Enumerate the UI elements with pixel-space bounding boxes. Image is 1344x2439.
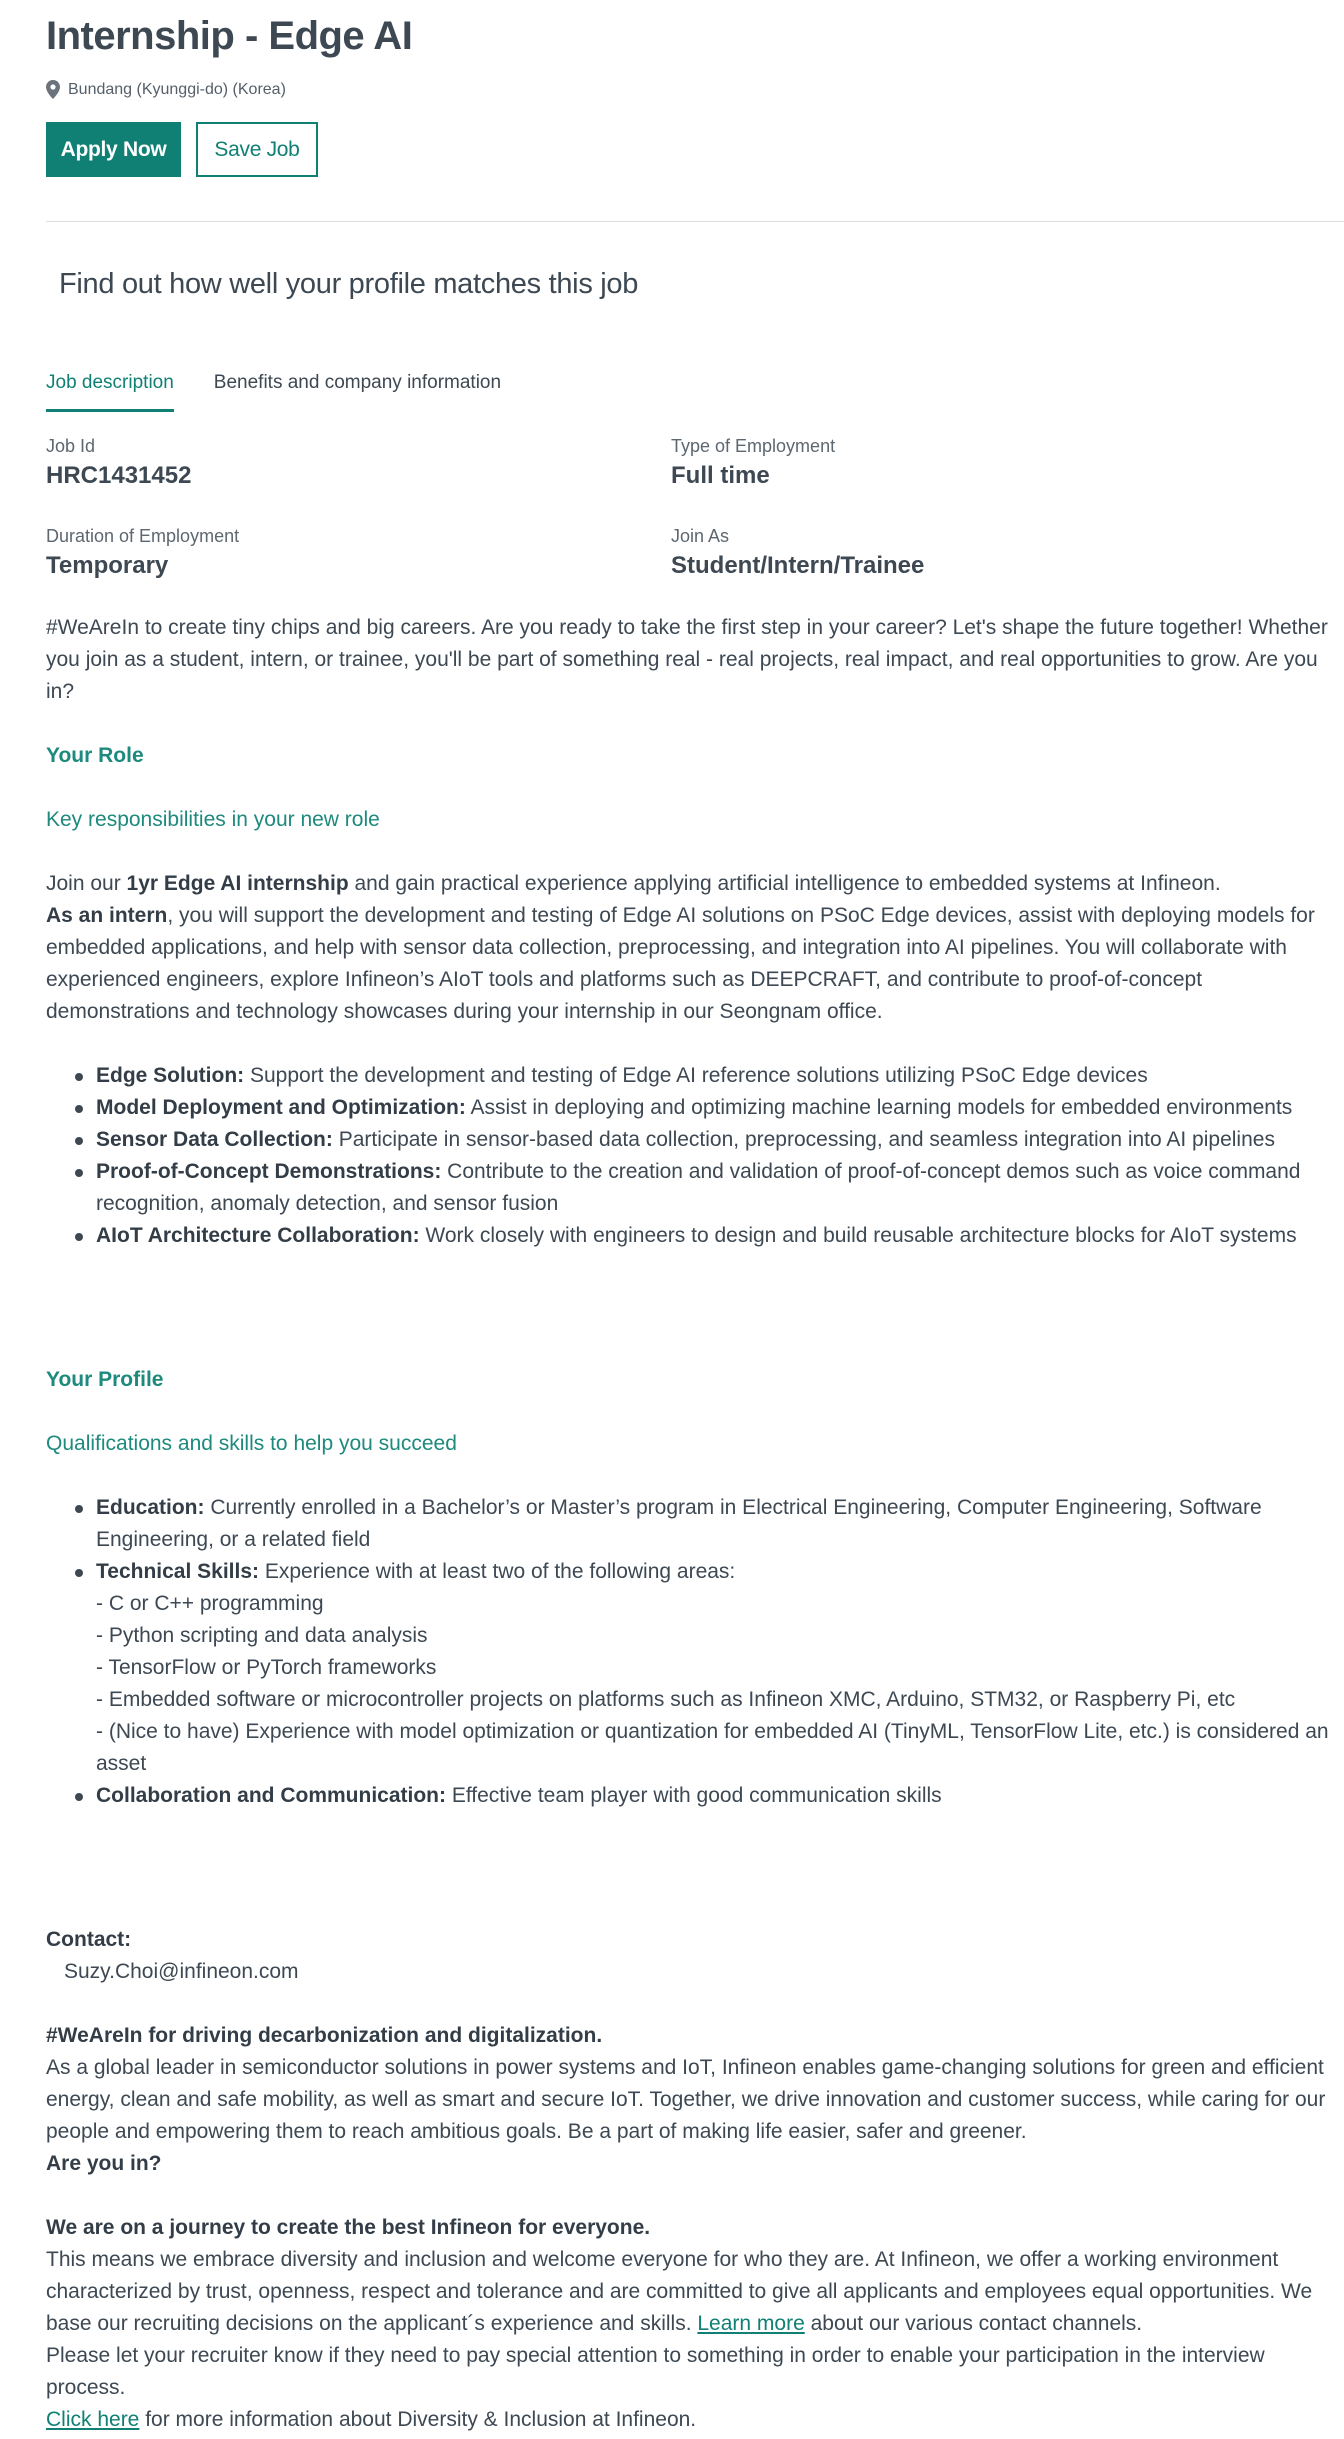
about-heading: #WeAreIn for driving decarbonization and digitalization. — [46, 2024, 603, 2047]
tab-benefits-company-info[interactable]: Benefits and company information — [213, 372, 502, 393]
fact-duration — [46, 524, 239, 582]
profile-subheading: Qualifications and skills to help you succeed — [46, 1432, 457, 1455]
recruiter-note: Please let your recruiter know if they need to pay special attention to something in order to enable your participation in the interview process. — [46, 2344, 1265, 2399]
list-item: Model Deployment and Optimization: Assist in deploying and optimizing machine learning models for embedded environments — [96, 1092, 1344, 1124]
skill-line: - C or C++ programming — [96, 1592, 324, 1615]
job-tabs — [46, 370, 501, 412]
list-item: Technical Skills: Experience with at least two of the following areas: - C or C++ programming - Python scripting and data analysis - TensorFlow or PyTorch frameworks - Embedded software or microcontroller projects on platforms such as Infineon XMC, Arduino, STM32, or Raspberry Pi, etc - (Nice to have) Experience with model optimization or quantization for embedded AI (TinyML, TensorFlow Lite, etc.) is considered an asset — [96, 1556, 1344, 1780]
contact-email: Suzy.Choi@infineon.com — [64, 1960, 299, 1983]
fact-label: Duration of Employment — [46, 526, 240, 546]
diversity-link-line: Click here for more information about Diversity & Inclusion at Infineon. — [46, 2408, 697, 2431]
fact-job-id — [46, 434, 191, 492]
fact-value: Student/Intern/Trainee — [671, 552, 925, 579]
fact-label: Join As — [671, 526, 730, 546]
diversity-paragraph: This means we embrace diversity and inclusion and welcome everyone for who they are. At Infineon, we offer a working environment characterized by trust, openness, respect and tolerance and are committed to give all applicants and employees equal opportunities. We base our recruiting decisions on the applicant´s experience and skills. Learn more about our various contact channels. — [46, 2248, 1313, 2335]
apply-now-button[interactable]: Apply Now — [46, 122, 181, 177]
list-item: Proof-of-Concept Demonstrations: Contribute to the creation and validation of proof-of-concept demos such as voice command recognition, anomaly detection, and sensor fusion — [96, 1156, 1344, 1220]
profile-heading: Your Profile — [46, 1368, 164, 1391]
skill-line: - Embedded software or microcontroller projects on platforms such as Infineon XMC, Arduino, STM32, or Raspberry Pi, etc — [96, 1688, 1236, 1711]
role-heading: Your Role — [46, 744, 144, 767]
about-paragraph: As a global leader in semiconductor solutions in power systems and IoT, Infineon enables game-changing solutions for green and efficient energy, clean and safe mobility, as well as smart and secure IoT. Together, we drive innovation and customer success, while caring for our people and empowering them to reach ambitious goals. Be a part of making life easier, safer and greener. — [46, 2056, 1326, 2143]
skill-line: - Python scripting and data analysis — [96, 1624, 428, 1647]
list-item: AIoT Architecture Collaboration: Work closely with engineers to design and build reusable architecture blocks for AIoT systems — [96, 1220, 1344, 1252]
fact-join-as — [671, 524, 924, 582]
list-item: Edge Solution: Support the development and testing of Edge AI reference solutions utilizing PSoC Edge devices — [96, 1060, 1344, 1092]
qualifications-list — [46, 1492, 1344, 1812]
role-paragraph-2: As an intern, you will support the development and testing of Edge AI solutions on PSoC Edge devices, assist with deploying models for embedded applications, and help with sensor data collection, preprocessing, and integration into AI pipelines. You will collaborate with experienced engineers, explore Infineon’s AIoT tools and platforms such as DEEPCRAFT, and contribute to proof-of-concept demonstrations and technology showcases during your internship in our Seongnam office. — [46, 904, 1315, 1023]
contact-label: Contact: — [46, 1928, 132, 1951]
about-closing: Are you in? — [46, 2152, 162, 2175]
fact-value: Full time — [671, 462, 770, 489]
click-here-link[interactable]: Click here — [46, 2408, 140, 2431]
job-location — [46, 80, 286, 99]
save-job-button[interactable]: Save Job — [196, 122, 318, 177]
list-item: Sensor Data Collection: Participate in sensor-based data collection, preprocessing, and seamless integration into AI pipelines — [96, 1124, 1344, 1156]
job-description — [46, 612, 1344, 2436]
job-title: Internship - Edge AI — [46, 14, 413, 58]
intro-paragraph: #WeAreIn to create tiny chips and big careers. Are you ready to take the first step in your career? Let's shape the future together! Whether you join as a student, intern, or trainee, you'll be part of something real - real projects, real impact, and real opportunities to grow. Are you in? — [46, 616, 1328, 703]
profile-match-heading[interactable]: Find out how well your profile matches this job — [59, 268, 639, 300]
fact-employment-type — [671, 434, 835, 492]
skill-line: - (Nice to have) Experience with model optimization or quantization for embedded AI (TinyML, TensorFlow Lite, etc.) is considered an asset — [96, 1720, 1329, 1775]
action-buttons — [46, 122, 318, 177]
skill-line: - TensorFlow or PyTorch frameworks — [96, 1656, 437, 1679]
fact-label: Job Id — [46, 436, 96, 456]
fact-value: HRC1431452 — [46, 462, 192, 489]
diversity-heading: We are on a journey to create the best Infineon for everyone. — [46, 2216, 651, 2239]
list-item: Education: Currently enrolled in a Bachelor’s or Master’s program in Electrical Engineering, Computer Engineering, Software Engineering, or a related field — [96, 1492, 1344, 1556]
list-item: Collaboration and Communication: Effective team player with good communication skills — [96, 1780, 1344, 1812]
header-divider — [46, 221, 1344, 222]
fact-label: Type of Employment — [671, 436, 836, 456]
role-subheading: Key responsibilities in your new role — [46, 808, 380, 831]
map-pin-icon — [46, 80, 60, 99]
tab-job-description[interactable]: Job description — [46, 370, 174, 412]
fact-value: Temporary — [46, 552, 169, 579]
location-text: Bundang (Kyunggi-do) (Korea) — [68, 80, 286, 98]
learn-more-link[interactable]: Learn more — [697, 2312, 805, 2335]
responsibilities-list — [46, 1060, 1344, 1252]
role-paragraph-1: Join our 1yr Edge AI internship and gain practical experience applying artificial intelligence to embedded systems at Infineon. — [46, 872, 1221, 895]
